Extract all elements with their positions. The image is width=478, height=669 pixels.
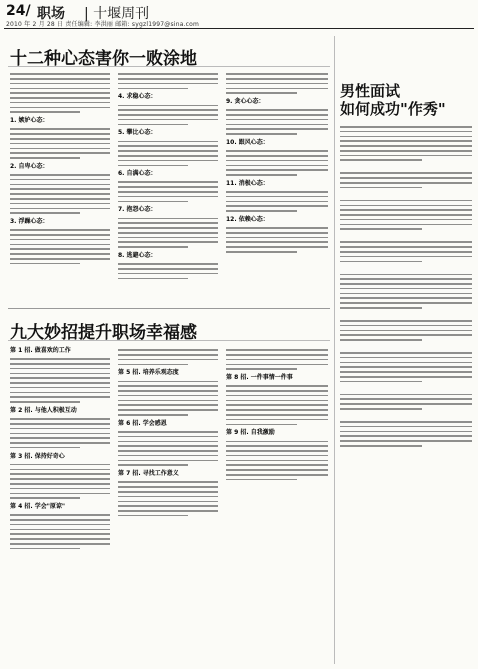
subhead: 第 6 招. 学会感恩 xyxy=(118,419,167,427)
header-info-line: 2010 年 2 月 28 日 责任编辑: 李洪丽 邮箱: sygzl1997@sina.com xyxy=(6,21,200,28)
bottom-article-col-1 xyxy=(10,346,110,553)
subhead: 3. 浮躁心态： xyxy=(10,218,49,226)
side-article-body xyxy=(340,126,472,447)
bottom-article-col-2 xyxy=(118,346,218,520)
subhead: 12. 依赖心态： xyxy=(226,215,269,223)
subhead: 6. 自满心态： xyxy=(118,170,157,178)
subhead: 2. 自卑心态： xyxy=(10,162,49,170)
column-divider-right xyxy=(334,36,335,664)
section-name: 职场 xyxy=(37,6,65,22)
article-title-top: 十二种心态害你一败涂地 xyxy=(10,49,197,69)
subhead: 第 7 招. 寻找工作意义 xyxy=(118,470,179,478)
subhead: 第 8 招. 一件事情一件事 xyxy=(226,374,293,382)
top-article-col-1 xyxy=(10,70,110,268)
subhead: 7. 抱怨心态： xyxy=(118,206,157,214)
top-article-col-2 xyxy=(118,70,218,282)
subhead: 第 5 招. 培养乐观态度 xyxy=(118,369,179,377)
page-header xyxy=(4,2,474,29)
subhead: 第 2 招. 与他人积极互动 xyxy=(10,407,77,414)
subhead: 10. 跟风心态： xyxy=(226,138,269,146)
top-article-col-3 xyxy=(226,70,328,256)
side-article xyxy=(340,42,472,662)
subhead: 8. 逃避心态： xyxy=(118,252,157,260)
page-number: 24/ xyxy=(6,3,31,19)
subhead: 第 4 招. 学会"原谅" xyxy=(10,503,65,511)
subhead: 11. 消极心态： xyxy=(226,179,269,187)
article-divider xyxy=(8,308,330,309)
subhead: 4. 求稳心态： xyxy=(118,93,157,101)
subhead: 第 9 招. 自我激励 xyxy=(226,429,275,437)
subhead: 9. 贪心心态： xyxy=(226,98,265,106)
subhead: 第 1 招. 做喜欢的工作 xyxy=(10,347,71,354)
side-article-title-line1: 男性面试 xyxy=(340,82,401,100)
subhead: 第 3 招. 保持好奇心 xyxy=(10,452,65,460)
side-article-title-line2: 如何成功"作秀" xyxy=(340,100,446,118)
paper-name: | 十堰周刊 xyxy=(84,6,150,22)
article-title-bottom: 九大妙招提升职场幸福感 xyxy=(10,323,197,343)
subhead: 5. 攀比心态： xyxy=(118,129,157,137)
subhead: 1. 嫉妒心态： xyxy=(10,117,49,125)
bottom-article-col-3 xyxy=(226,346,328,484)
